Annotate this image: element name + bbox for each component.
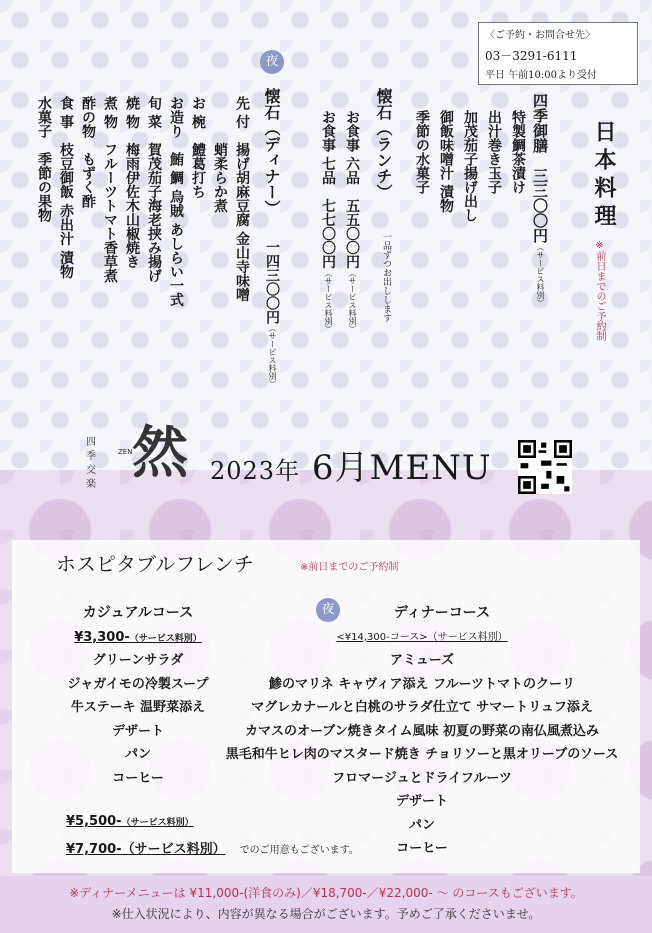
- lunch-course-1-service: （サービス料別）: [348, 268, 357, 333]
- shiki-name: 四季御膳: [531, 93, 549, 153]
- lunch-course-2-name: お食事 七品: [320, 110, 336, 185]
- french-note: ※前日までのご予約制: [300, 562, 399, 573]
- french-dinner-item-7: デザート: [395, 794, 448, 809]
- french-dinner-badge: 夜: [316, 598, 340, 622]
- logo-small-1: 四季: [86, 437, 96, 462]
- page-title: [210, 440, 492, 489]
- lunch-course-1: [342, 110, 362, 333]
- lunch-course-2: [318, 110, 338, 333]
- french-title: ホスピタブルフレンチ: [56, 552, 254, 576]
- lunch-course-2-price: 七七〇〇円: [320, 198, 336, 269]
- casual-item-6: コーヒー: [112, 770, 164, 786]
- casual-item-1: グリーンサラダ: [92, 653, 184, 668]
- dinner-dish-6: 煮 物 フルーツトマト香草煮: [102, 96, 118, 283]
- logo-zen: ZEN: [118, 448, 133, 456]
- logo-small-2: 交楽: [86, 465, 96, 490]
- title-month: 6月MENU: [311, 448, 492, 488]
- casual-service: （サービス料別）: [129, 633, 202, 644]
- french-dinner-item-1: アミューズ: [389, 653, 455, 668]
- french-dinner-item-6: フロマージュとドライフルーツ: [332, 770, 512, 786]
- french-dinner-price: <¥14,300-コース>（サービス料別）: [336, 631, 508, 643]
- lunch-title: 懐石（ランチ）: [374, 88, 393, 200]
- japanese-dinner-price-value: 一四三〇〇円: [264, 240, 280, 324]
- japanese-dinner-service: （サービス料別）: [268, 324, 277, 388]
- casual-item-2: ジャガイモの冷製スープ: [67, 676, 209, 692]
- shiki-item-4: 御飯味噌汁 漬物: [438, 110, 454, 213]
- casual-course: [58, 602, 218, 790]
- title-year: 2023年: [210, 457, 301, 485]
- casual-service-2: （サービス料別）: [121, 818, 194, 828]
- japanese-dinner-badge: 夜: [260, 50, 284, 74]
- dinner-dish-1: 蛸柔らか煮: [212, 96, 228, 213]
- footer-note-2: ※仕入状況により、内容が異なる場合がございます。予めご了承くださいませ。: [111, 907, 541, 921]
- shiki-price: 三三〇〇円: [531, 168, 549, 243]
- shiki-service: （サービス料別）: [536, 243, 545, 307]
- japanese-title: 日本料理: [591, 120, 616, 232]
- dinner-dish-0: 先 付 揚げ胡麻豆腐 金山寺味噌: [234, 96, 250, 302]
- french-dinner-item-9: コーヒー: [396, 841, 448, 856]
- shiki-item-2: 出汁巻き玉子: [486, 110, 502, 194]
- dinner-dish-5: 焼 物 梅雨伊佐木山椒焼き: [124, 96, 140, 269]
- casual-price-value: ¥3,300-: [74, 629, 130, 645]
- japanese-dinner-price: [262, 240, 282, 388]
- french-dinner-item-3: マグレカナールと白桃のサラダ仕立て サマートリュフ添え: [251, 700, 593, 715]
- dinner-dish-2: お 椀 鱧葛打ち: [190, 96, 206, 199]
- logo-small-text: [86, 436, 96, 492]
- footer-note-1: ※ディナーメニューは ¥11,000-(洋食のみ)／¥18,700-／¥22,000- ～ のコースもございます。: [69, 886, 583, 900]
- french-dinner-item-5: 黒毛和牛ヒレ肉のマスタード焼き チョリソーと黒オリーブのソース: [225, 747, 619, 762]
- shiki-gozen: [530, 93, 551, 307]
- lunch-course-1-price: 五五〇〇円: [344, 198, 360, 269]
- casual-title: カジュアルコース: [82, 605, 194, 621]
- contact-hours: 平日 午前10:00より受付: [485, 70, 597, 81]
- casual-item-3: 牛ステーキ 温野菜添え: [70, 700, 206, 715]
- dinner-dish-9: 水菓子 季節の果物: [36, 96, 52, 222]
- contact-label: 〈ご予約・お問合せ先〉: [485, 30, 595, 41]
- french-dinner-item-8: パン: [408, 817, 435, 833]
- shiki-item-5: 季節の水菓子: [414, 110, 430, 194]
- qr-code-icon: [518, 440, 572, 494]
- dinner-dish-3: お造り 鮪 鯛 烏賊 あしらい一式: [168, 96, 184, 307]
- lunch-course-2-service: （サービス料別）: [324, 268, 333, 333]
- shiki-item-1: 特製鯛茶漬け: [510, 110, 526, 194]
- french-dinner-course: [212, 602, 632, 861]
- lunch-course-1-name: お食事 六品: [344, 110, 360, 185]
- casual-prep-note: でのご用意もございます。: [239, 845, 359, 856]
- casual-price-3-value: ¥7,700-: [66, 842, 122, 857]
- dinner-dish-8: 食 事 枝豆御飯 赤出汁 漬物: [58, 96, 74, 279]
- dinner-dish-4: 旬 菜 賀茂茄子海老挟み揚げ: [146, 96, 162, 283]
- shiki-item-3: 加茂茄子揚げ出し: [462, 110, 478, 222]
- casual-price-2-value: ¥5,500-: [66, 814, 122, 829]
- casual-service-3: （サービス料別）: [121, 842, 226, 857]
- contact-tel: 03－3291-6111: [485, 49, 578, 63]
- japanese-dinner-title: 懐石（ディナー）: [262, 88, 281, 216]
- logo-kanji: 然: [132, 421, 188, 486]
- french-dinner-item-4: カマスのオーブン焼きタイム風味 初夏の野菜の南仏風煮込み: [244, 723, 600, 739]
- dinner-dish-7: 酢の物 もずく酢: [80, 96, 96, 208]
- contact-box: [478, 22, 638, 85]
- casual-item-4: デザート: [111, 723, 164, 739]
- casual-item-5: パン: [124, 747, 151, 762]
- japanese-note: ※前日までのご予約制: [594, 240, 605, 341]
- french-dinner-title: ディナーコース: [393, 605, 491, 621]
- lunch-note: 一品ずつお出しします: [381, 232, 391, 322]
- french-dinner-item-2: 鯵のマリネ キャヴィア添え フルーツトマトのクーリ: [269, 676, 575, 692]
- casual-price: [58, 626, 218, 650]
- casual-price-2: [66, 814, 194, 829]
